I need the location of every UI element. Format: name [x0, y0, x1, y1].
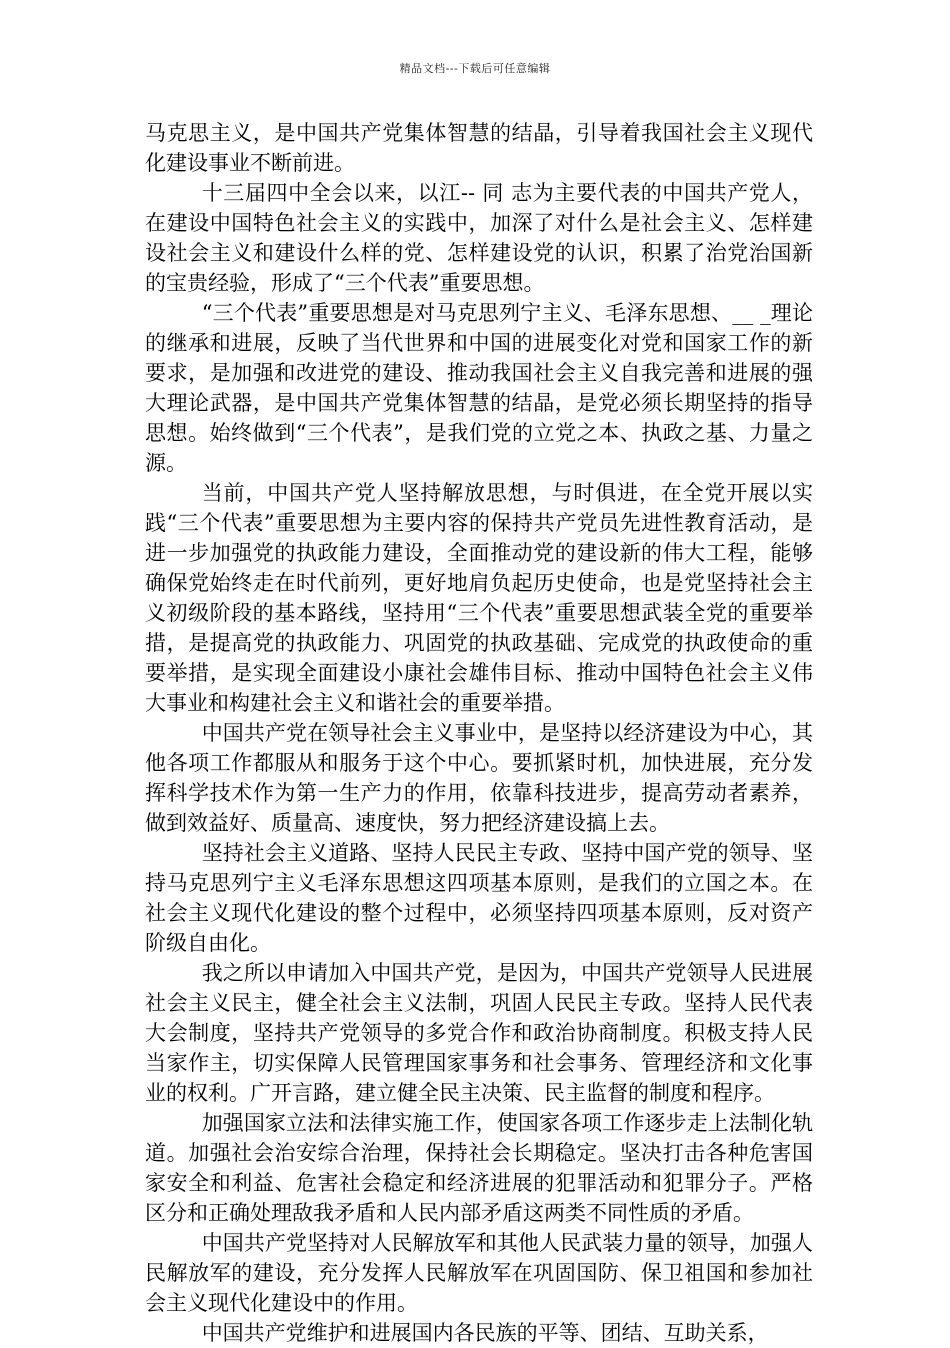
paragraph: 马克思主义，是中国共产党集体智慧的结晶，引导着我国社会主义现代化建设事业不断前进。 [145, 121, 813, 175]
paragraph: 我之所以申请加入中国共产党，是因为，中国共产党领导人民进展社会主义民主，健全社会主义法制，巩固人民民主专政。坚持人民代表大会制度，坚持共产党领导的多党合作和政治协商制度。积极支持人民当家作主，切实保障人民管理国家事务和社会事务、管理经济和文化事业的权利。广开言路，建立健全民主决策、民主监督的制度和程序。 [145, 961, 813, 1105]
page-header: 精品文档---下载后可任意编辑 [399, 62, 551, 75]
paragraph: “三个代表”重要思想是对马克思列宁主义、毛泽东思想、__ _理论的继承和进展，反映了当代世界和中国的进展变化对党和国家工作的新要求，是加强和改进党的建设、推动我国社会主义自我完善和进展的强大理论武器，是中国共产党集体智慧的结晶，是党必须长期坚持的指导思想。始终做到“三个代表”，是我们党的立党之本、执政之基、力量之源。 [145, 301, 813, 475]
paragraph: 当前，中国共产党人坚持解放思想，与时俱进，在全党开展以实践“三个代表”重要思想为主要内容的保持共产党员先进性教育活动，是进一步加强党的执政能力建设，全面推动党的建设新的伟大工程，能够确保党始终走在时代前列，更好地肩负起历史使命，也是党坚持社会主义初级阶段的基本路线，坚持用“三个代表”重要思想武装全党的重要举措，是提高党的执政能力、巩固党的执政基础、完成党的执政使命的重要举措，是实现全面建设小康社会雄伟目标、推动中国特色社会主义伟大事业和构建社会主义和谐社会的重要举措。 [145, 481, 813, 715]
paragraph: 中国共产党维护和进展国内各民族的平等、团结、互助关系， [201, 1321, 769, 1345]
paragraph: 加强国家立法和法律实施工作，使国家各项工作逐步走上法制化轨道。加强社会治安综合治理，保持社会长期稳定。坚决打击各种危害国家安全和利益、危害社会稳定和经济进展的犯罪活动和犯罪分子。严格区分和正确处理敌我矛盾和人民内部矛盾这两类不同性质的矛盾。 [145, 1111, 813, 1225]
paragraph: 十三届四中全会以来，以江-- 同 志为主要代表的中国共产党人，在建设中国特色社会主义的实践中，加深了对什么是社会主义、怎样建设社会主义和建设什么样的党、怎样建设党的认识，积累了治党治国新的宝贵经验，形成了“三个代表”重要思想。 [145, 181, 813, 295]
paragraph: 中国共产党坚持对人民解放军和其他人民武装力量的领导，加强人民解放军的建设，充分发挥人民解放军在巩固国防、保卫祖国和参加社会主义现代化建设中的作用。 [145, 1231, 813, 1315]
paragraph: 坚持社会主义道路、坚持人民民主专政、坚持中国产党的领导、坚持马克思列宁主义毛泽东思想这四项基本原则，是我们的立国之本。在社会主义现代化建设的整个过程中，必须坚持四项基本原则，反对资产阶级自由化。 [145, 841, 813, 955]
document-body [145, 118, 813, 1348]
paragraph: 中国共产党在领导社会主义事业中，是坚持以经济建设为中心，其他各项工作都服从和服务于这个中心。要抓紧时机，加快进展，充分发挥科学技术作为第一生产力的作用，依靠科技进步，提高劳动者素养，做到效益好、质量高、速度快，努力把经济建设搞上去。 [145, 721, 813, 835]
